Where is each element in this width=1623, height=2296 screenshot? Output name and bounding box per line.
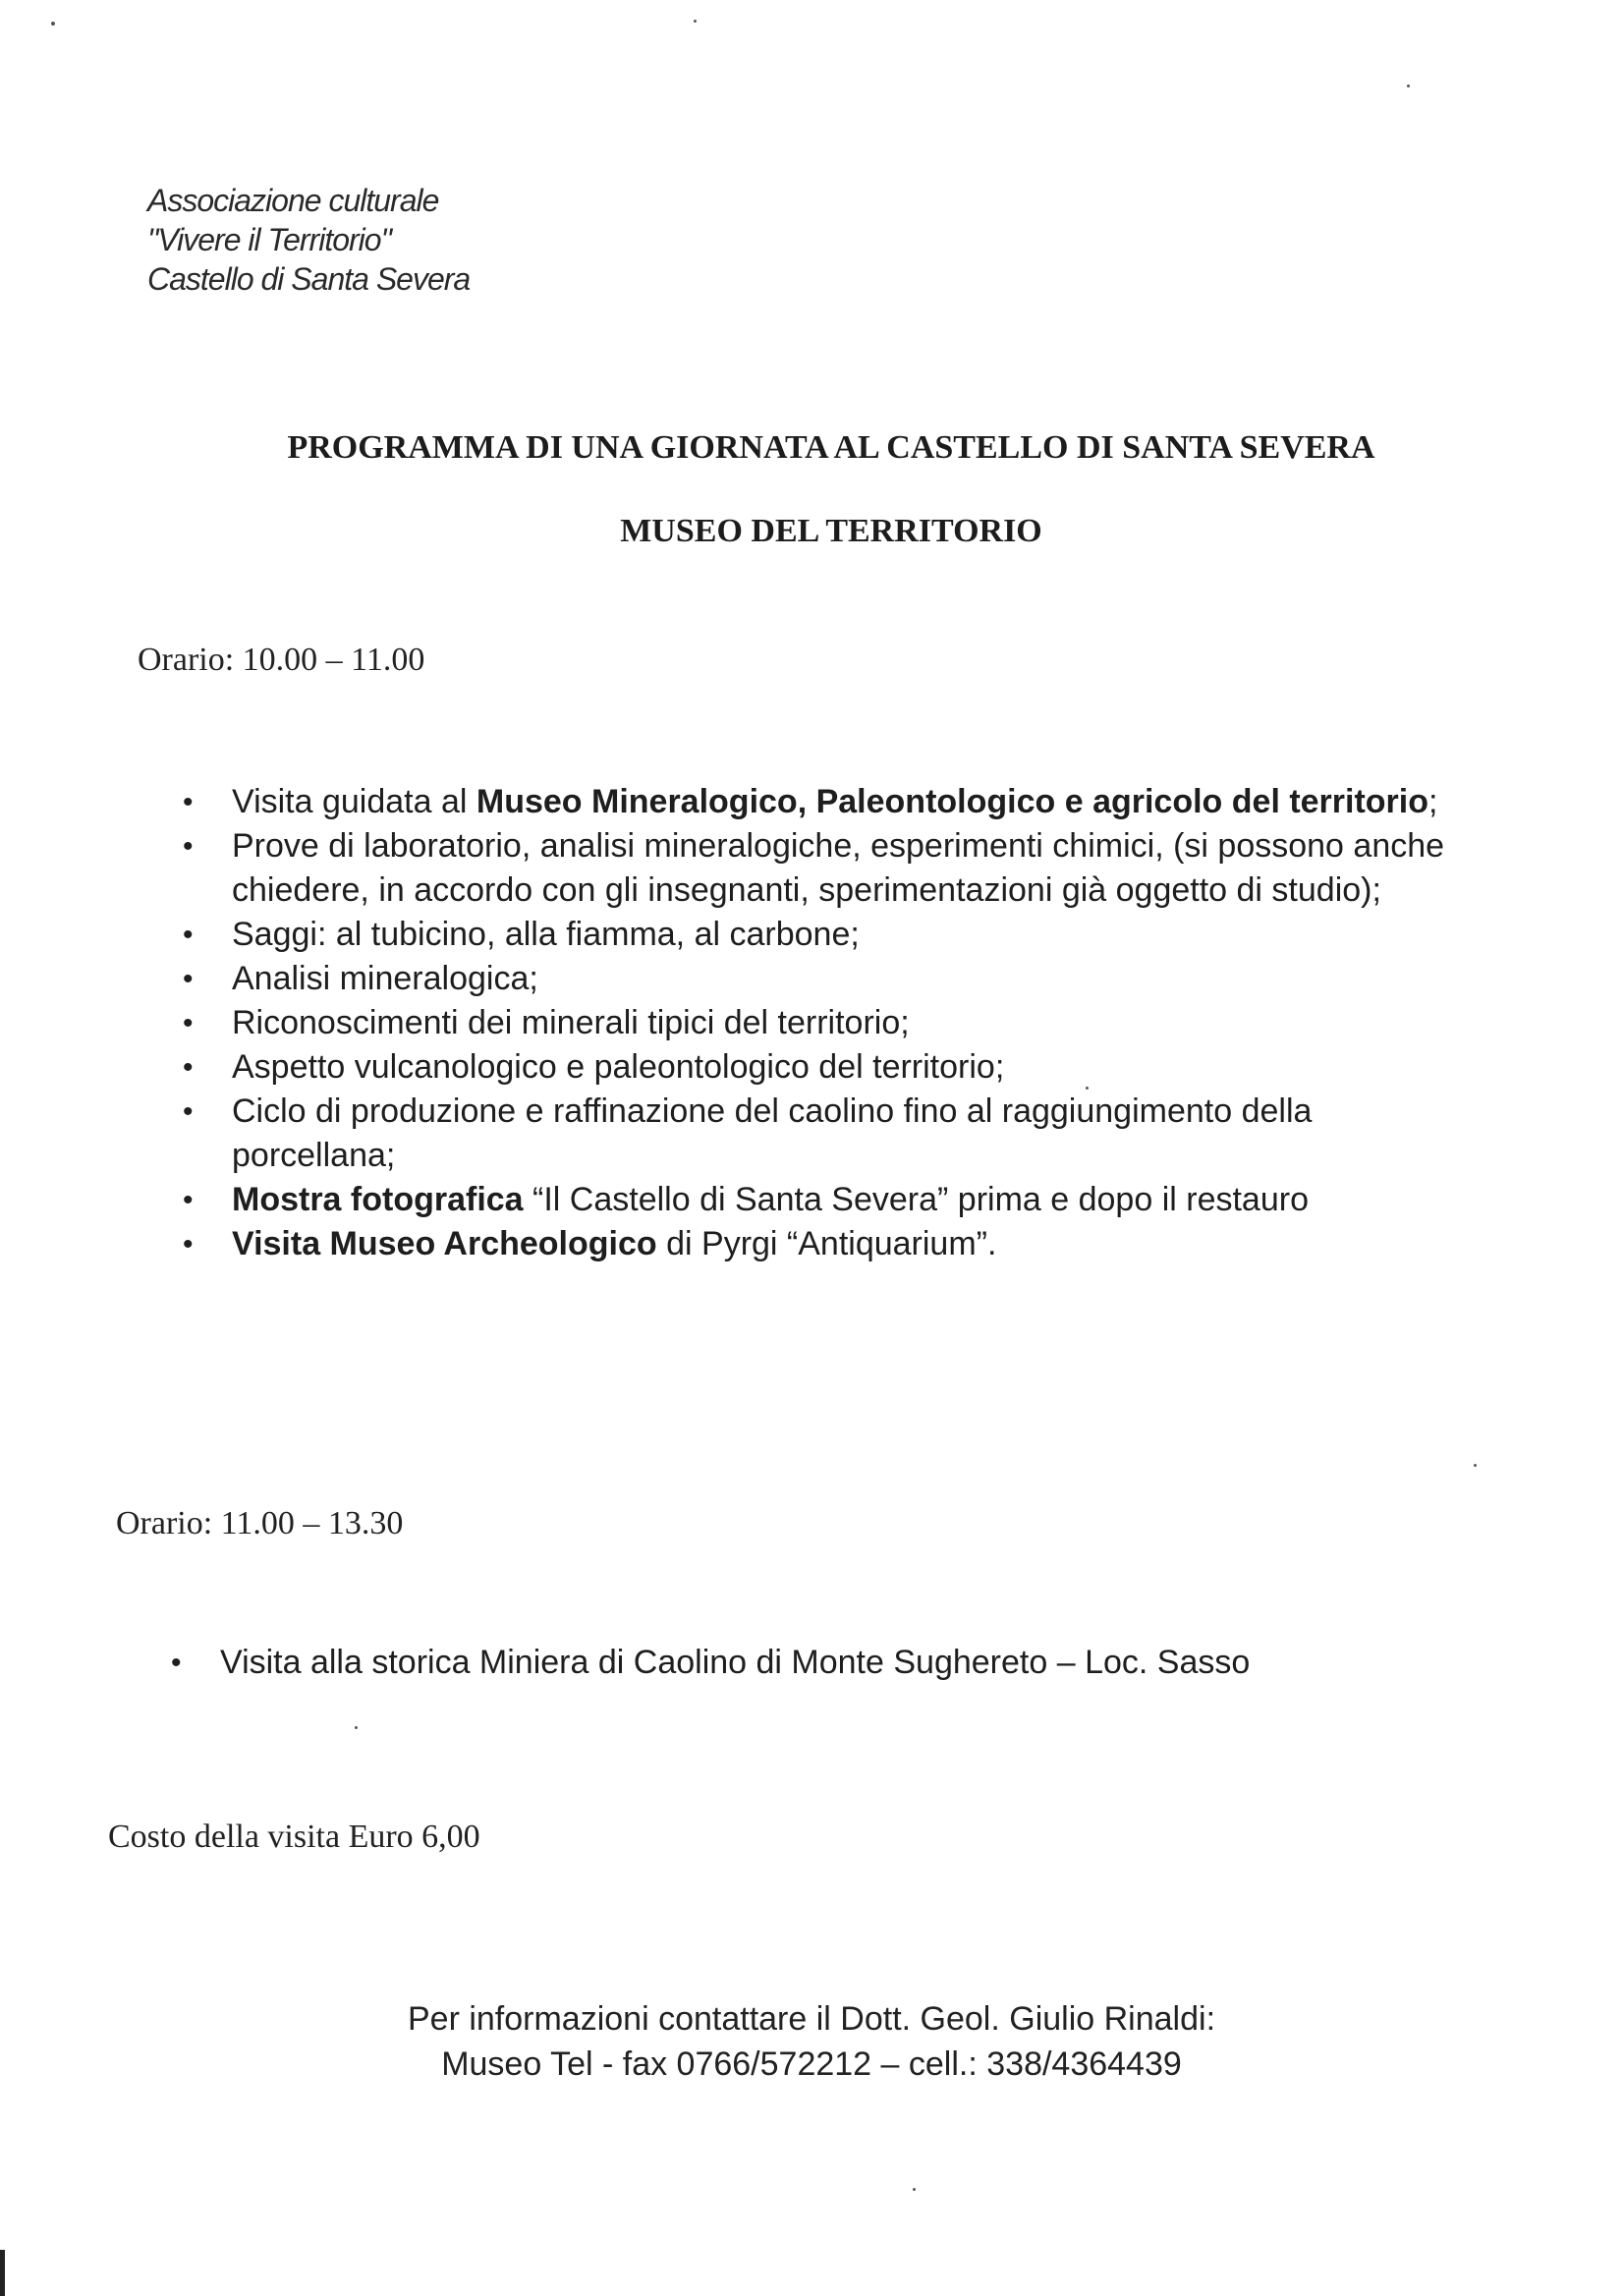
list-item <box>175 1090 1472 1178</box>
contact-line: Museo Tel - fax 0766/572212 – cell.: 338/4364439 <box>441 2045 1182 2083</box>
item-text: Ciclo di produzione e raffinazione del caolino fino al raggiungimento della porcellana; <box>232 1092 1313 1174</box>
contact-info <box>0 1996 1623 2087</box>
item-text-bold: Museo Mineralogico, Paleontologico e agricolo del territorio <box>476 783 1429 820</box>
list-item <box>175 824 1472 913</box>
bullet-icon: • <box>171 1647 182 1679</box>
list-item <box>175 913 1472 957</box>
visit-cost: Costo della visita Euro 6,00 <box>108 1819 480 1855</box>
list-item <box>163 1641 1460 1685</box>
item-text: Riconoscimenti dei minerali tipici del territorio; <box>232 1004 910 1041</box>
item-text: Aspetto vulcanologico e paleontologico del territorio; <box>232 1048 1005 1086</box>
item-text: Analisi mineralogica; <box>232 960 538 997</box>
scan-edge-mark <box>0 2250 5 2296</box>
bullet-icon: • <box>183 1228 194 1260</box>
contact-line: Per informazioni contattare il Dott. Geol. Giulio Rinaldi: <box>407 2000 1216 2038</box>
bullet-icon: • <box>183 786 194 818</box>
session-2-activity-list <box>163 1641 1460 1685</box>
scan-speck <box>1474 1464 1477 1467</box>
association-location: Castello di Santa Severa <box>147 261 471 297</box>
item-text: Saggi: al tubicino, alla fiamma, al carbone; <box>232 916 860 953</box>
item-text: di Pyrgi “Antiquarium”. <box>656 1225 997 1262</box>
list-item <box>175 1045 1472 1090</box>
item-text-bold: Visita Museo Archeologico <box>232 1225 657 1262</box>
association-header <box>147 181 470 299</box>
document-title: PROGRAMMA DI UNA GIORNATA AL CASTELLO DI SANTA SEVERA <box>287 429 1375 466</box>
list-item <box>175 780 1472 824</box>
scan-speck <box>694 20 697 23</box>
list-item <box>175 1222 1472 1266</box>
item-text: Prove di laboratorio, analisi mineralogiche, esperimenti chimici, (si possono anche chiedere, in accordo con gli insegnanti, sperimentazioni già oggetto di studio); <box>232 827 1445 909</box>
item-text-bold: Mostra fotografica <box>232 1181 524 1218</box>
item-text: Visita alla storica Miniera di Caolino di Monte Sughereto – Loc. Sasso <box>220 1644 1251 1681</box>
list-item <box>175 957 1472 1001</box>
session-1-time: Orario: 10.00 – 11.00 <box>138 642 425 678</box>
bullet-icon: • <box>183 1095 194 1128</box>
bullet-icon: • <box>183 919 194 951</box>
scan-speck <box>1407 84 1410 87</box>
bullet-icon: • <box>183 963 194 995</box>
association-motto: "Vivere il Territorio" <box>147 222 391 257</box>
item-text: ; <box>1428 783 1438 820</box>
bullet-icon: • <box>183 1184 194 1216</box>
bullet-icon: • <box>183 830 194 863</box>
scan-speck <box>355 1726 358 1729</box>
association-name: Associazione culturale <box>147 183 439 218</box>
list-item <box>175 1178 1472 1222</box>
session-1-activity-list <box>175 780 1472 1266</box>
item-text: Visita guidata al <box>232 783 476 820</box>
bullet-icon: • <box>183 1007 194 1039</box>
scan-speck <box>51 22 55 26</box>
document-subtitle: MUSEO DEL TERRITORIO <box>620 513 1042 549</box>
session-2-time: Orario: 11.00 – 13.30 <box>116 1505 404 1541</box>
scan-speck <box>913 2188 916 2191</box>
list-item <box>175 1001 1472 1045</box>
item-text: “Il Castello di Santa Severa” prima e dopo il restauro <box>523 1181 1309 1218</box>
bullet-icon: • <box>183 1051 194 1084</box>
